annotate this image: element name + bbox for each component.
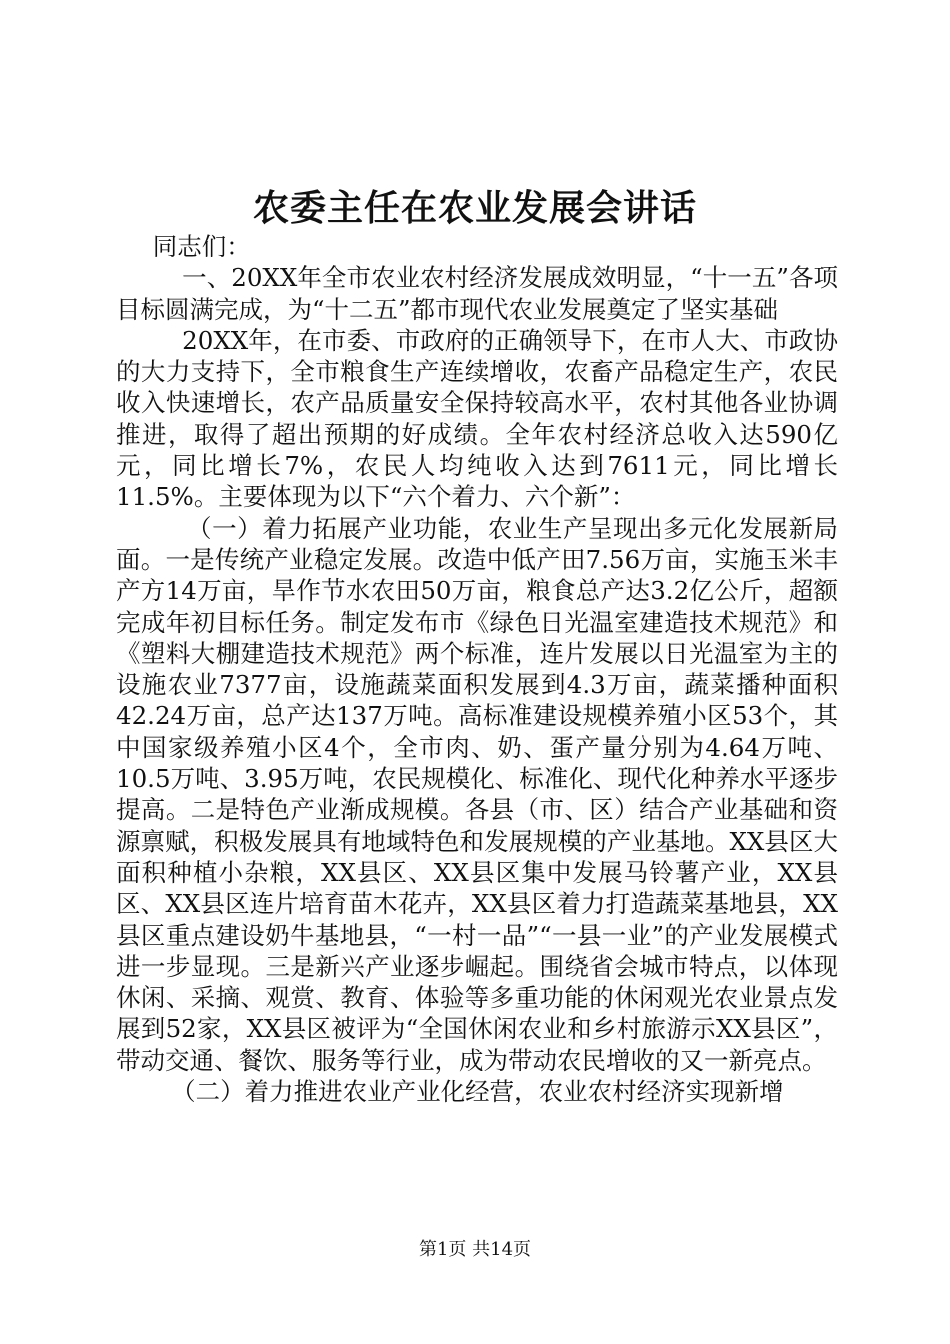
page-footer	[0, 1238, 950, 1262]
subsection-paragraph-1: （一）着力拓展产业功能，农业生产呈现出多元化发展新局面。一是传统产业稳定发展。改造中低产田7.56万亩，实施玉米丰产方14万亩，旱作节水农田50万亩，粮食总产达3.2亿公斤，超额完成年初目标任务。制定发布市《绿色日光温室建造技术规范》和《塑料大棚建造技术规范》两个标准，连片发展以日光温室为主的设施农业7377亩，设施蔬菜面积发展到4.3万亩，蔬菜播种面积42.24万亩，总产达137万吨。高标准建设规模养殖小区53个，其中国家级养殖小区4个，全市肉、奶、蛋产量分别为4.64万吨、10.5万吨、3.95万吨，农民规模化、标准化、现代化种养水平逐步提高。二是特色产业渐成规模。各县（市、区）结合产业基础和资源禀赋，积极发展具有地域特色和发展规模的产业基地。XX县区大面积种植小杂粮，XX县区、XX县区集中发展马铃薯产业，XX县区、XX县区连片培育苗木花卉，XX县区着力打造蔬菜基地县，XX县区重点建设奶牛基地县，“一村一品”“一县一业”的产业发展模式进一步显现。三是新兴产业逐步崛起。围绕省会城市特点，以体现休闲、采摘、观赏、教育、体验等多重功能的休闲观光农业景点发展到52家，XX县区被评为“全国休闲农业和乡村旅游示XX县区”，带动交通、餐饮、服务等行业，成为带动农民增收的又一新亮点。	[116, 513, 838, 1075]
page-number: 第1页 共14页	[418, 1239, 532, 1260]
section-heading-paragraph: 一、20XX年全市农业农村经济发展成效明显，“十一五”各项目标圆满完成，为“十二五”都市现代农业发展奠定了坚实基础	[116, 263, 838, 324]
summary-paragraph: 20XX年，在市委、市政府的正确领导下，在市人大、市政协的大力支持下，全市粮食生产连续增收，农畜产品稳定生产，农民收入快速增长，农产品质量安全保持较高水平，农村其他各业协调推进，取得了超出预期的好成绩。全年农村经济总收入达590亿元，同比增长7%，农民人均纯收入达到7611元，同比增长11.5%。主要体现为以下“六个着力、六个新”：	[116, 325, 838, 512]
greeting: 同志们：	[152, 232, 251, 261]
document-title: 农委主任在农业发展会讲话	[252, 187, 697, 229]
document-body	[116, 231, 838, 1107]
subsection-paragraph-2: （二）着力推进农业产业化经营，农业农村经济实现新增	[171, 1077, 784, 1107]
